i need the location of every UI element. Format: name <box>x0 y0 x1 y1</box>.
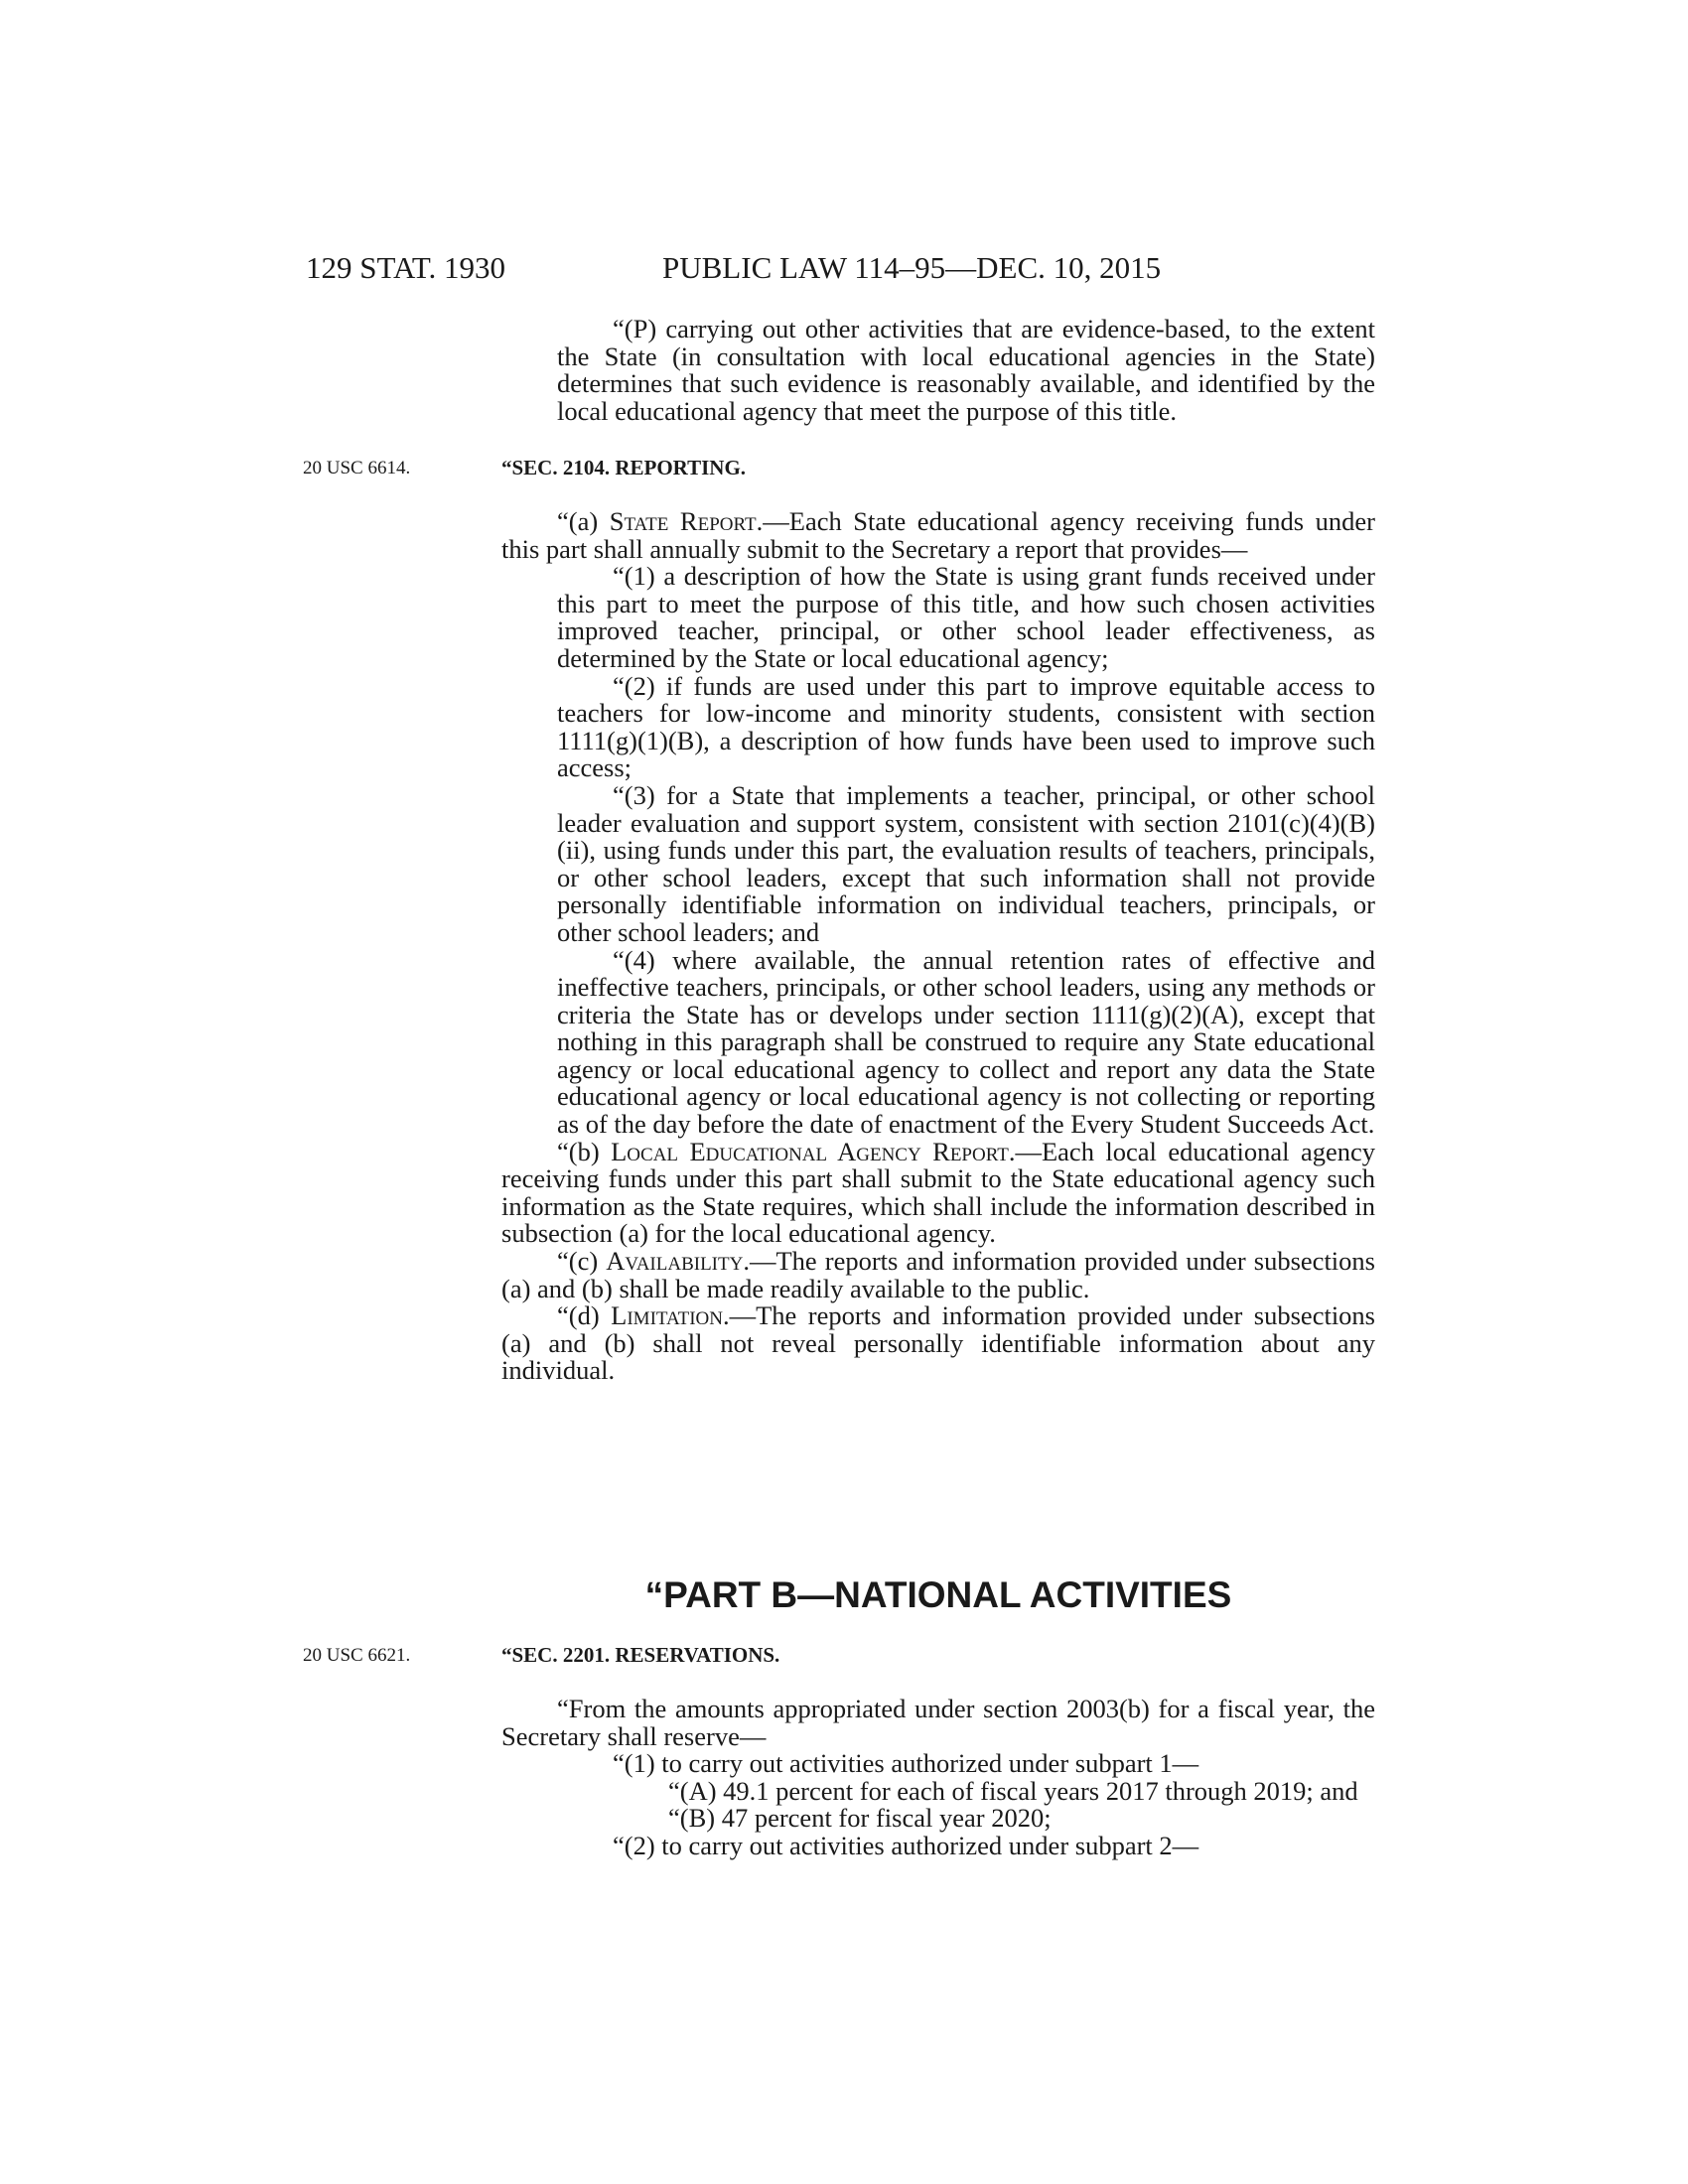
section-2104-body <box>501 508 1375 1385</box>
subsection-d-label: “(d) <box>557 1300 612 1331</box>
subsection-a-text: .—Each State educational agency receiving funds under this part shall annually submit to the Secretary a report that provides— <box>501 506 1375 564</box>
margin-note-sec-2104: 20 USC 6614. <box>303 458 411 478</box>
subsection-c-text: .—The reports and information provided under subsections (a) and (b) shall be made readily available to the public. <box>501 1246 1375 1303</box>
reservation-item-1-b: “(B) 47 percent for fiscal year 2020; <box>668 1803 1052 1834</box>
reservation-item-2: “(2) to carry out activities authorized under subpart 2— <box>613 1830 1199 1860</box>
subsection-b <box>501 1136 1375 1249</box>
subsection-a-caption: State Report <box>609 506 757 536</box>
subsection-b-label: “(b) <box>557 1136 612 1166</box>
subsection-c-label: “(c) <box>557 1246 607 1277</box>
paragraph-p-block <box>501 316 1375 425</box>
subsection-d <box>501 1302 1375 1385</box>
subsection-b-text: .—Each local educational agency receiving funds under this part shall submit to the State educational agency such information as the State requires, which shall include the information described in subsection (a) for the local educational agency. <box>501 1136 1375 1249</box>
subsection-d-text: .—The reports and information provided under subsections (a) and (b) shall not reveal personally identifiable information about any individual. <box>501 1300 1375 1386</box>
subsection-c <box>501 1248 1375 1302</box>
subsection-d-caption: Limitation <box>611 1300 723 1331</box>
item-4: “(4) where available, the annual retention rates of effective and ineffective teachers, principals, or other school leaders, using any methods or criteria the State has or develops under section 1111(g)(2)(A), except that nothing in this paragraph shall be construed to require any State educational agency or local educational agency to collect and report any data the State educational agency or local educational agency is not collecting or reporting as of the day before the date of enactment of the Every Student Succeeds Act. <box>557 944 1375 1140</box>
reservations-intro: “From the amounts appropriated under section 2003(b) for a fiscal year, the Secretary shall reserve— <box>501 1694 1375 1751</box>
section-heading-2201: “SEC. 2201. RESERVATIONS. <box>501 1643 780 1667</box>
subsection-b-caption: Local Educational Agency Report <box>611 1136 1009 1166</box>
reservation-item-1: “(1) to carry out activities authorized under subpart 1— <box>613 1748 1199 1779</box>
section-2201-body <box>501 1696 1375 1860</box>
running-head <box>0 250 1688 290</box>
reservation-item-1-a: “(A) 49.1 percent for each of fiscal years 2017 through 2019; and <box>668 1775 1358 1806</box>
part-b-heading: “PART B—NATIONAL ACTIVITIES <box>644 1574 1232 1615</box>
subsection-a-label: “(a) <box>557 506 610 536</box>
item-3: “(3) for a State that implements a teacher, principal, or other school leader evaluation and support system, consistent with section 2101(c)(4)(B)(ii), using funds under this part, the evaluation results of teachers, principals, or other school leaders, except that such information shall not provide personally identifiable information on individual teachers, principals, or other school leaders; and <box>557 779 1375 947</box>
subsection-c-caption: Availability <box>606 1246 744 1277</box>
item-2: “(2) if funds are used under this part to improve equitable access to teachers for low-income and minority students, consistent with section 1111(g)(1)(B), a description of how funds have been used to improve such access; <box>557 670 1375 783</box>
law-title: PUBLIC LAW 114–95—DEC. 10, 2015 <box>662 250 1162 285</box>
section-heading-2104: “SEC. 2104. REPORTING. <box>501 456 747 479</box>
stat-citation: 129 STAT. 1930 <box>306 250 506 285</box>
margin-note-sec-2201: 20 USC 6621. <box>303 1645 411 1666</box>
paragraph-p: “(P) carrying out other activities that are evidence-based, to the extent the State (in consultation with local educational agencies in the State) determines that such evidence is reasonably available, and identified by the local educational agency that meet the purpose of this title. <box>557 314 1375 426</box>
subsection-a <box>501 508 1375 563</box>
item-1: “(1) a description of how the State is using grant funds received under this part to meet the purpose of this title, and how such chosen activities improved teacher, principal, or other school leader effectiveness, as determined by the State or local educational agency; <box>557 561 1375 673</box>
